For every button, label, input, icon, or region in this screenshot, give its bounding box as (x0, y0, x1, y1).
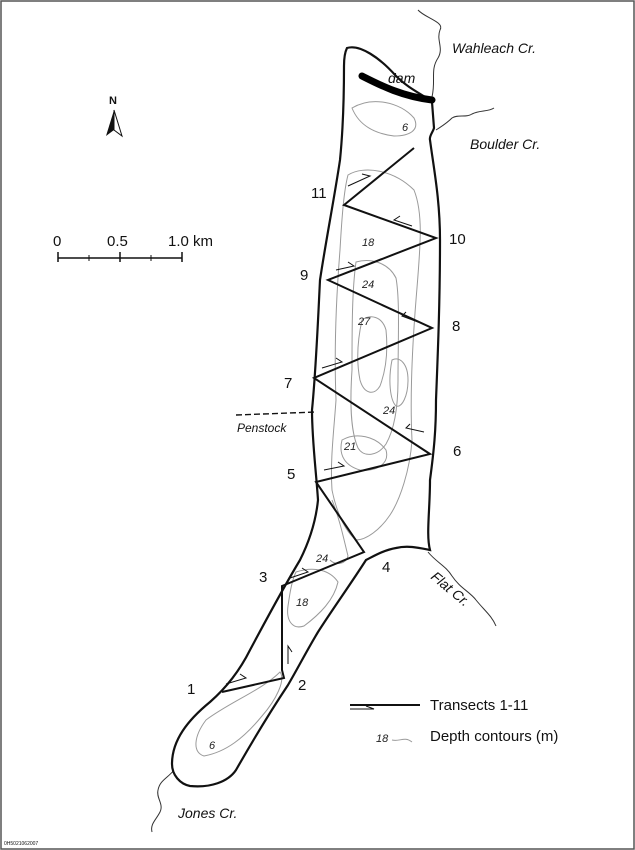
transect-number-8: 8 (452, 318, 461, 335)
transect-number-2: 2 (298, 677, 307, 694)
transect-number-7: 7 (284, 375, 293, 392)
north-arrow-icon (106, 110, 114, 136)
wahleach-creek-stream (418, 10, 441, 97)
depth-label: 18 (362, 237, 375, 249)
depth-label: 21 (344, 441, 357, 453)
penstock-label: Penstock (237, 421, 287, 435)
transect-number-9: 9 (300, 267, 309, 284)
legend-depth-label: Depth contours (m) (430, 728, 559, 745)
lake-shoreline (172, 47, 440, 786)
transect-number-1: 1 (187, 681, 196, 698)
jones-creek-stream (152, 770, 174, 832)
legend-transects-label: Transects 1-11 (430, 697, 529, 714)
transect-number-6: 6 (453, 443, 462, 460)
dam-label: dam (388, 70, 416, 86)
depth-label: 18 (296, 597, 309, 609)
depth-label: 27 (358, 316, 371, 328)
boulder-creek-label: Boulder Cr. (470, 136, 541, 152)
north-label: N (109, 95, 117, 107)
boulder-creek-stream (436, 108, 494, 130)
depth-label: 24 (316, 553, 329, 565)
depth-label: 24 (383, 405, 396, 417)
scale-bar (53, 233, 213, 262)
transect-number-4: 4 (382, 559, 391, 576)
transect-number-11: 11 (311, 185, 327, 202)
scale-tick-1-0-km: 1.0 km (168, 233, 214, 250)
transect-number-5: 5 (287, 466, 296, 483)
depth-label: 6 (209, 740, 216, 752)
depth-label: 6 (402, 122, 409, 134)
transect-number-3: 3 (259, 569, 268, 586)
legend-depth-sample: 18 (376, 733, 389, 745)
depth-label: 24 (362, 279, 375, 291)
figure-code: 0H5021062007 (4, 841, 39, 847)
wahleach-creek-label: Wahleach Cr. (452, 40, 537, 56)
legend (350, 697, 558, 745)
flat-creek-label: Flat Cr. (428, 568, 474, 610)
scale-tick-0-5: 0.5 (107, 233, 128, 250)
scale-tick-0: 0 (53, 233, 62, 250)
transect-number-10: 10 (449, 231, 466, 248)
penstock-line (236, 412, 316, 415)
north-arrow (106, 95, 122, 136)
jones-creek-label: Jones Cr. (178, 805, 238, 821)
